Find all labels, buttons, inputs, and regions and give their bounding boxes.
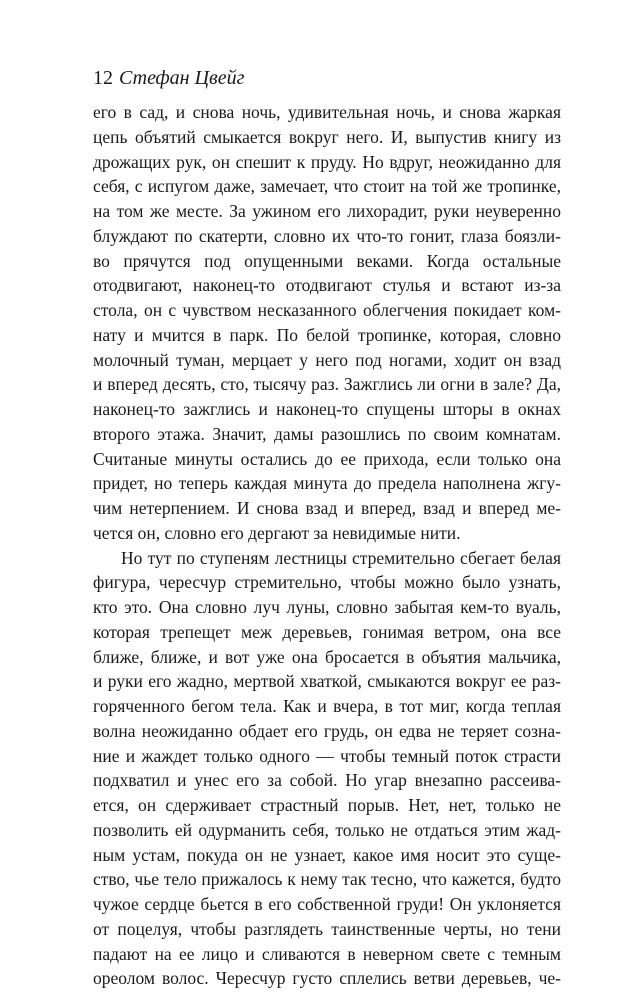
text-line: ным устам, покуда он не узнает, какое имя носит это суще-: [93, 844, 561, 865]
text-line: себя, с испугом даже, замечает, что стоит на той же тропинке,: [93, 176, 561, 197]
page-number: 12: [93, 67, 113, 89]
text-line: ближе, ближе, и вот уже она бросается в объятия мальчика,: [93, 646, 561, 667]
text-line: отодвигают, наконец-то отодвигают стулья и встают из-за: [93, 275, 561, 296]
text-line: наконец-то зажглись и наконец-то спущены шторы в окнах: [93, 399, 561, 419]
text-line: Но тут по ступеням лестницы стремительно сбегает белая: [121, 547, 561, 568]
text-line: во прячутся под опущенными веками. Когда остальные: [93, 250, 561, 271]
text-line: которая трепещет меж деревьев, гонимая ветром, она все: [93, 621, 561, 642]
text-line: его в сад, и снова ночь, удивительная ночь, и снова жаркая: [93, 102, 561, 122]
text-line: придет, но теперь каждая минута до предела наполнена жгу-: [93, 473, 561, 494]
text-line: ние и жаждет только одного — чтобы темный поток страсти: [93, 745, 561, 766]
text-line: позволить ей одурманить себя, только не отдаться этим жад-: [93, 819, 561, 840]
text-line: чим нетерпением. И снова взад и вперед, взад и вперед ме-: [93, 498, 561, 518]
text-line: молочный туман, мерцает у него под ногами, ходит он взад: [93, 349, 561, 370]
text-line: Считаные минуты остались до ее прихода, если только она: [93, 448, 561, 469]
text-line: от поцелуя, чтобы разглядеть таинственные черты, но тени: [93, 918, 561, 939]
author-name: Стефан Цвейг: [119, 67, 245, 89]
running-head: [93, 66, 244, 90]
text-line: горяченного бегом тела. Как и вчера, в тот миг, когда теплая: [93, 696, 561, 716]
body-text: [93, 100, 561, 991]
text-line: падают на ее лицо и сливаются в неверном свете с темным: [93, 943, 561, 964]
text-line: подхватил и унес его за собой. Но угар внезапно рассеива-: [93, 770, 561, 791]
text-line: и руки его жадно, мертвой хваткой, смыкаются вокруг ее раз-: [93, 671, 561, 692]
text-line: дрожащих рук, он спешит к пруду. Но вдруг, неожиданно для: [93, 151, 561, 172]
text-line: на том же месте. За ужином его лихорадит, руки неуверенно: [93, 201, 561, 221]
text-line: нату и мчится в парк. По белой тропинке, которая, словно: [93, 324, 561, 345]
text-line: чется он, словно его дергают за невидимые нити.: [93, 522, 461, 543]
text-line: стола, он с чувством несказанного облегчения покидает ком-: [93, 300, 561, 320]
text-line: блуждают по скатерти, словно их что-то гонит, глаза боязли-: [93, 225, 561, 246]
text-line: кто это. Она словно луч луны, словно забытая кем-то вуаль,: [93, 597, 561, 617]
text-line: цепь объятий смыкается вокруг него. И, выпустив книгу из: [93, 126, 561, 147]
text-line: фигура, чересчур стремительно, чтобы можно было узнать,: [93, 572, 561, 593]
text-line: ореолом волос. Чересчур густо сплелись ветви деревьев, че-: [93, 968, 561, 989]
text-line: чужое сердце бьется в его собственной груди! Он уклоняется: [93, 894, 561, 914]
text-line: и вперед десять, сто, тысячу раз. Зажглись ли огни в зале? Да,: [93, 374, 561, 395]
text-line: волна неожиданно обдает его грудь, он едва не теряет созна-: [93, 720, 561, 741]
text-line: ство, чье тело прижалось к нему так тесно, что кажется, будто: [93, 869, 561, 890]
text-line: ется, он сдерживает страстный порыв. Нет, нет, только не: [93, 795, 561, 815]
text-line: второго этажа. Значит, дамы разошлись по своим комнатам.: [93, 423, 561, 444]
